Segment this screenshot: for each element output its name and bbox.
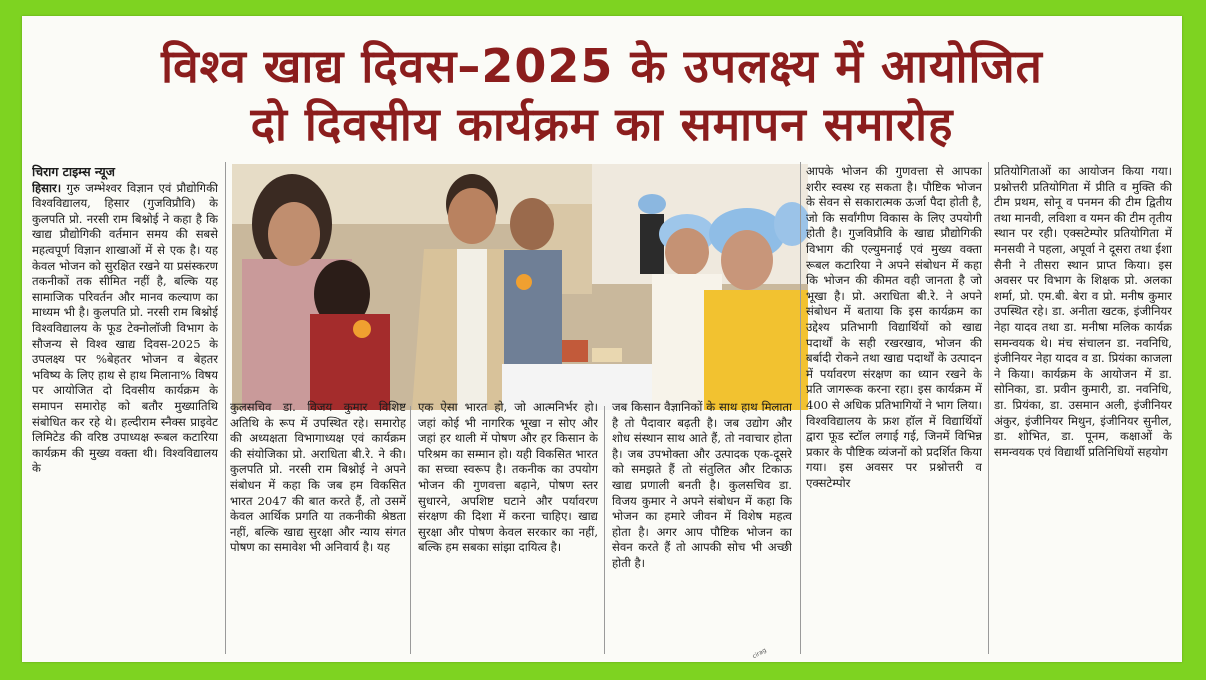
- dateline: हिसार।: [32, 180, 62, 195]
- article-column-2: [230, 400, 406, 656]
- article-column-4: [612, 400, 792, 656]
- article-column-6: [994, 164, 1172, 656]
- article-column-3: [418, 400, 598, 656]
- headline-line-1: विश्व खाद्य दिवस–2025 के उपलक्ष्य में आयोजित: [161, 39, 1043, 93]
- column-5-text: आपके भोजन की गुणवत्ता से आपका शरीर स्वस्थ रह सकता है। पौष्टिक भोजन के सेवन से सकारात्मक ऊर्जा पैदा होती है, जो कि सर्वांगीण विकास के लिए उपयोगी होती है। गुजविप्रौवि के खाद्य प्रौद्योगिकी विभाग की एल्युमनाई एवं मुख्य वक्ता रूबल कटारिया ने अपने संबोधन में कहा कि भोजन की कीमत वही जानता है जो भूखा है। प्रो. अराधिता बी.रे. ने अपने संबोधन में बताया कि इस कार्यक्रम का उद्देश्य प्रतिभागी विद्यार्थियों को खाद्य पदार्थों के सही रखरखाव, भोजन की बर्बादी रोकने तथा खाद्य पदार्थों के उत्पादन में पर्यावरण संरक्षण का ध्यान रखने के प्रति जागरूक करना रहा। इस कार्यक्रम में 400 से अधिक प्रतिभागियों ने भाग लिया। विश्वविद्यालय के फ्रश हॉल में विद्यार्थियों द्वारा फूड स्टॉल लगाई गई, जिनमें विभिन्न प्रकार के पौष्टिक व्यंजनों को प्रदर्शित किया गया। इस अवसर पर प्रश्नोत्तरी व एक्सटेम्पोर: [806, 164, 982, 490]
- event-photo: [232, 164, 808, 410]
- headline-line-2: दो दिवसीय कार्यक्रम का समापन समारोह: [250, 97, 954, 151]
- article-column-5: [806, 164, 982, 656]
- column-4-text: जब किसान वैज्ञानिकों के साथ हाथ मिलाता है तो पैदावार बढ़ती है। जब उद्योग और शोध संस्थान साथ आते हैं, तो नवाचार होता है। जब उपभोक्ता और उत्पादक एक-दूसरे को समझते हैं तो संतुलित और टिकाऊ खाद्य प्रणाली बनती है। कुलसचिव डा. विजय कुमार ने अपने संबोधन में कहा कि भोजन का हमारे जीवन में विशेष महत्व होता है। अगर आप पौष्टिक भोजन का सेवन करते हैं तो आपकी सोच भी अच्छी होती है।: [612, 400, 792, 570]
- event-photo-illustration: [232, 164, 808, 410]
- column-3-text: एक ऐसा भारत हो, जो आत्मनिर्भर हो। जहां कोई भी नागरिक भूखा न सोए और जहां हर थाली में पोषण और हर किसान के परिश्रम का सम्मान हो। यही विकसित भारत का सच्चा स्वरूप है। तकनीक का उपयोग भोजन की गुणवत्ता बढ़ाने, पोषण स्तर सुधारने, अपशिष्ट घटाने और पर्यावरण संरक्षण की दिशा में करना चाहिए। खाद्य सुरक्षा और पोषण केवल सरकार का नहीं, बल्कि हम सबका सांझा दायित्व है।: [418, 400, 598, 555]
- column-6-text: प्रतियोगिताओं का आयोजन किया गया। प्रश्नोत्तरी प्रतियोगिता में प्रीति व मुक्ति की टीम प्रथम, सोनू व पनमन की टीम द्वितीय तथा मानवी, लविशा व यमन की टीम तृतीय स्थान पर रही। एक्सटेम्पोर प्रतियोगिता में मनसवी ने पहला, अपूर्वा ने दूसरा तथा ईशा सैनी ने तीसरा स्थान प्राप्त किया। इस अवसर पर विभाग के शिक्षक प्रो. अलका शर्मा, प्रो. एम.बी. बेरा व प्रो. मनीष कुमार उपस्थित रहे। डा. अनीता खटक, इंजीनियर नेहा यादव तथा डा. मनीषा मलिक कार्यक्र समन्वयक थे। मंच संचालन डा. नवनिधि, इंजीनियर नेहा यादव व डा. प्रियंका काजला ने किया। कार्यक्रम के आयोजन में डा. सोनिका, डा. प्रवीन कुमारी, डा. नवनिधि, डा. प्रियंका, डा. उसमान अली, इंजीनियर अंकुर, इंजीनियर मिथुन, इंजीनियर सुनील, डा. शोभित, डा. पूनम, कक्षाओं के समन्वयक एवं विद्यार्थी प्रतिनिधियों सहयोग: [994, 164, 1172, 459]
- column-divider: [988, 162, 989, 654]
- newspaper-clipping: [22, 16, 1182, 662]
- byline: चिराग टाइम्स न्यूज: [32, 164, 115, 179]
- column-2-text: कुलसचिव डा. विजय कुमार विशिष्ट अतिथि के रूप में उपस्थित रहे। समारोह की अध्यक्षता विभागाध्यक्ष एवं कार्यक्रम की संयोजिका प्रो. अराधिता बी.रे. ने की। कुलपति प्रो. नरसी राम बिश्नोई ने अपने संबोधन में कहा कि जब हम विकसित भारत 2047 की बात करते हैं, तो उसमें केवल आर्थिक प्रगति या तकनीकी श्रेष्ठता नहीं, बल्कि खाद्य सुरक्षा और न्याय संगत पोषण का समावेश भी अनिवार्य है। यह: [230, 400, 406, 555]
- column-1-text: गुरु जम्भेश्वर विज्ञान एवं प्रौद्योगिकी विश्वविद्यालय, हिसार (गुजविप्रौवि) के कुलपति प्रो. नरसी राम बिश्नोई ने कहा है कि खाद्य प्रौद्योगिकी वर्तमान समय की सबसे महत्वपूर्ण विज्ञान शाखाओं में से एक है। यह केवल भोजन को सुरक्षित रखने या प्रसंस्करण तकनीकों तक सीमित नहीं है, बल्कि यह सामाजिक परिवर्तन और मानव कल्याण का माध्यम भी है। कुलपति प्रो. नरसी राम बिश्नोई विश्वविद्यालय के फूड टेक्नोलॉजी विभाग के सौजन्य से विश्व खाद्य दिवस-2025 के उपलक्ष्य पर %बेहतर भोजन व बेहतर भविष्य के लिए हाथ से हाथ मिलाना% विषय पर आयोजित दो दिवसीय कार्यक्रम के समापन समारोह को बतौर मुख्यातिथि संबोधित कर रहे थे। हल्दीराम स्नैक्स प्राइवेट लिमिटेड की वरिष्ठ उपाध्यक्ष रूबल कटारिया कार्यक्रम की मुख्य वक्ता थी। विश्वविद्यालय के: [32, 180, 218, 476]
- watermark-credit: cirag: [751, 646, 768, 661]
- column-divider: [800, 162, 801, 654]
- article-column-1: [32, 164, 218, 656]
- column-divider: [604, 406, 605, 654]
- column-divider: [225, 162, 226, 654]
- column-divider: [410, 406, 411, 654]
